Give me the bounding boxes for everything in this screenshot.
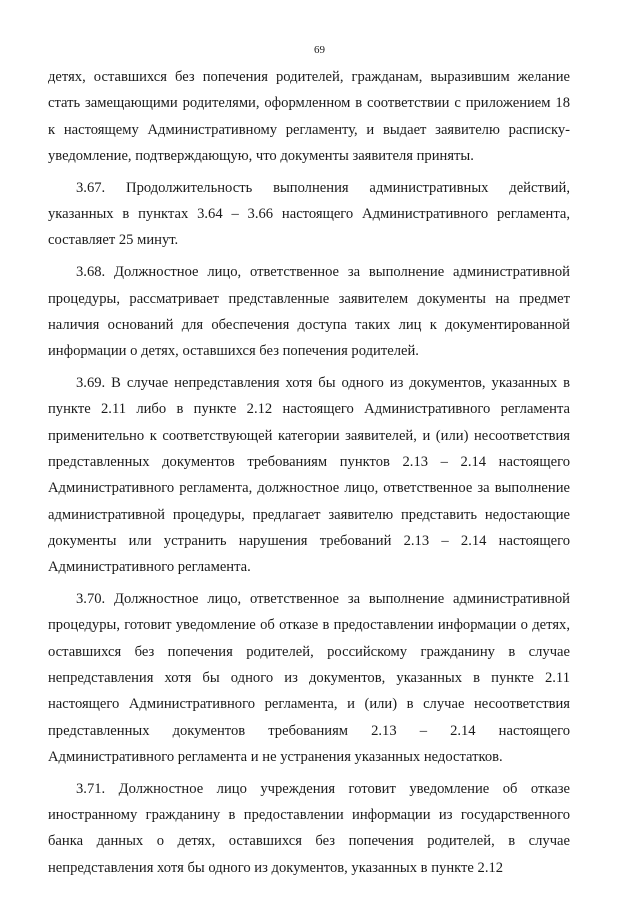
paragraph-3-70: 3.70. Должностное лицо, ответственное за выполнение административной процедуры, готовит уведомление об отказе в предоставлении информации о детях, оставшихся без попечения родителей, российскому гражданину в случае непредставления хотя бы одного из документов, указанных в пункте 2.11 настоящего Административного регламента, и (или) в случае несоответствия представленных документов требованиям 2.13 – 2.14 настоящего Административного регламента и не устранения указанных недостатков. [48,591,570,765]
document-body [48,64,570,886]
paragraph-3-68: 3.68. Должностное лицо, ответственное за выполнение административной процедуры, рассматривает представленные заявителем документы на предмет наличия оснований для обеспечения доступа таких лиц к документированной информации о детях, оставшихся без попечения родителей. [48,264,570,360]
paragraph-3-69: 3.69. В случае непредставления хотя бы одного из документов, указанных в пункте 2.11 либо в пункте 2.12 настоящего Административного регламента применительно к соответствующей категории заявителей, и (или) несоответствия представленных документов требованиям пунктов 2.13 – 2.14 настоящего Административного регламента, должностное лицо, ответственное за выполнение административной процедуры, предлагает заявителю представить недостающие документы или устранить нарушения требований 2.13 – 2.14 настоящего Административного регламента. [48,375,570,576]
page-number: 69 [314,44,325,56]
paragraph-continuation: детях, оставшихся без попечения родителей, гражданам, выразившим желание стать замещающими родителями, оформленном в соответствии с приложением 18 к настоящему Административному регламенту, и выдает заявителю расписку-уведомление, подтверждающую, что документы заявителя приняты. [48,69,570,164]
paragraph-3-67: 3.67. Продолжительность выполнения административных действий, указанных в пунктах 3.64 – 3.66 настоящего Административного регламента, составляет 25 минут. [48,179,570,249]
paragraph-3-71: 3.71. Должностное лицо учреждения готовит уведомление об отказе иностранному гражданину в предоставлении информации из государственного банка данных о детях, оставшихся без попечения родителей, в случае непредставления хотя бы одного из документов, указанных в пункте 2.12 [48,780,570,876]
